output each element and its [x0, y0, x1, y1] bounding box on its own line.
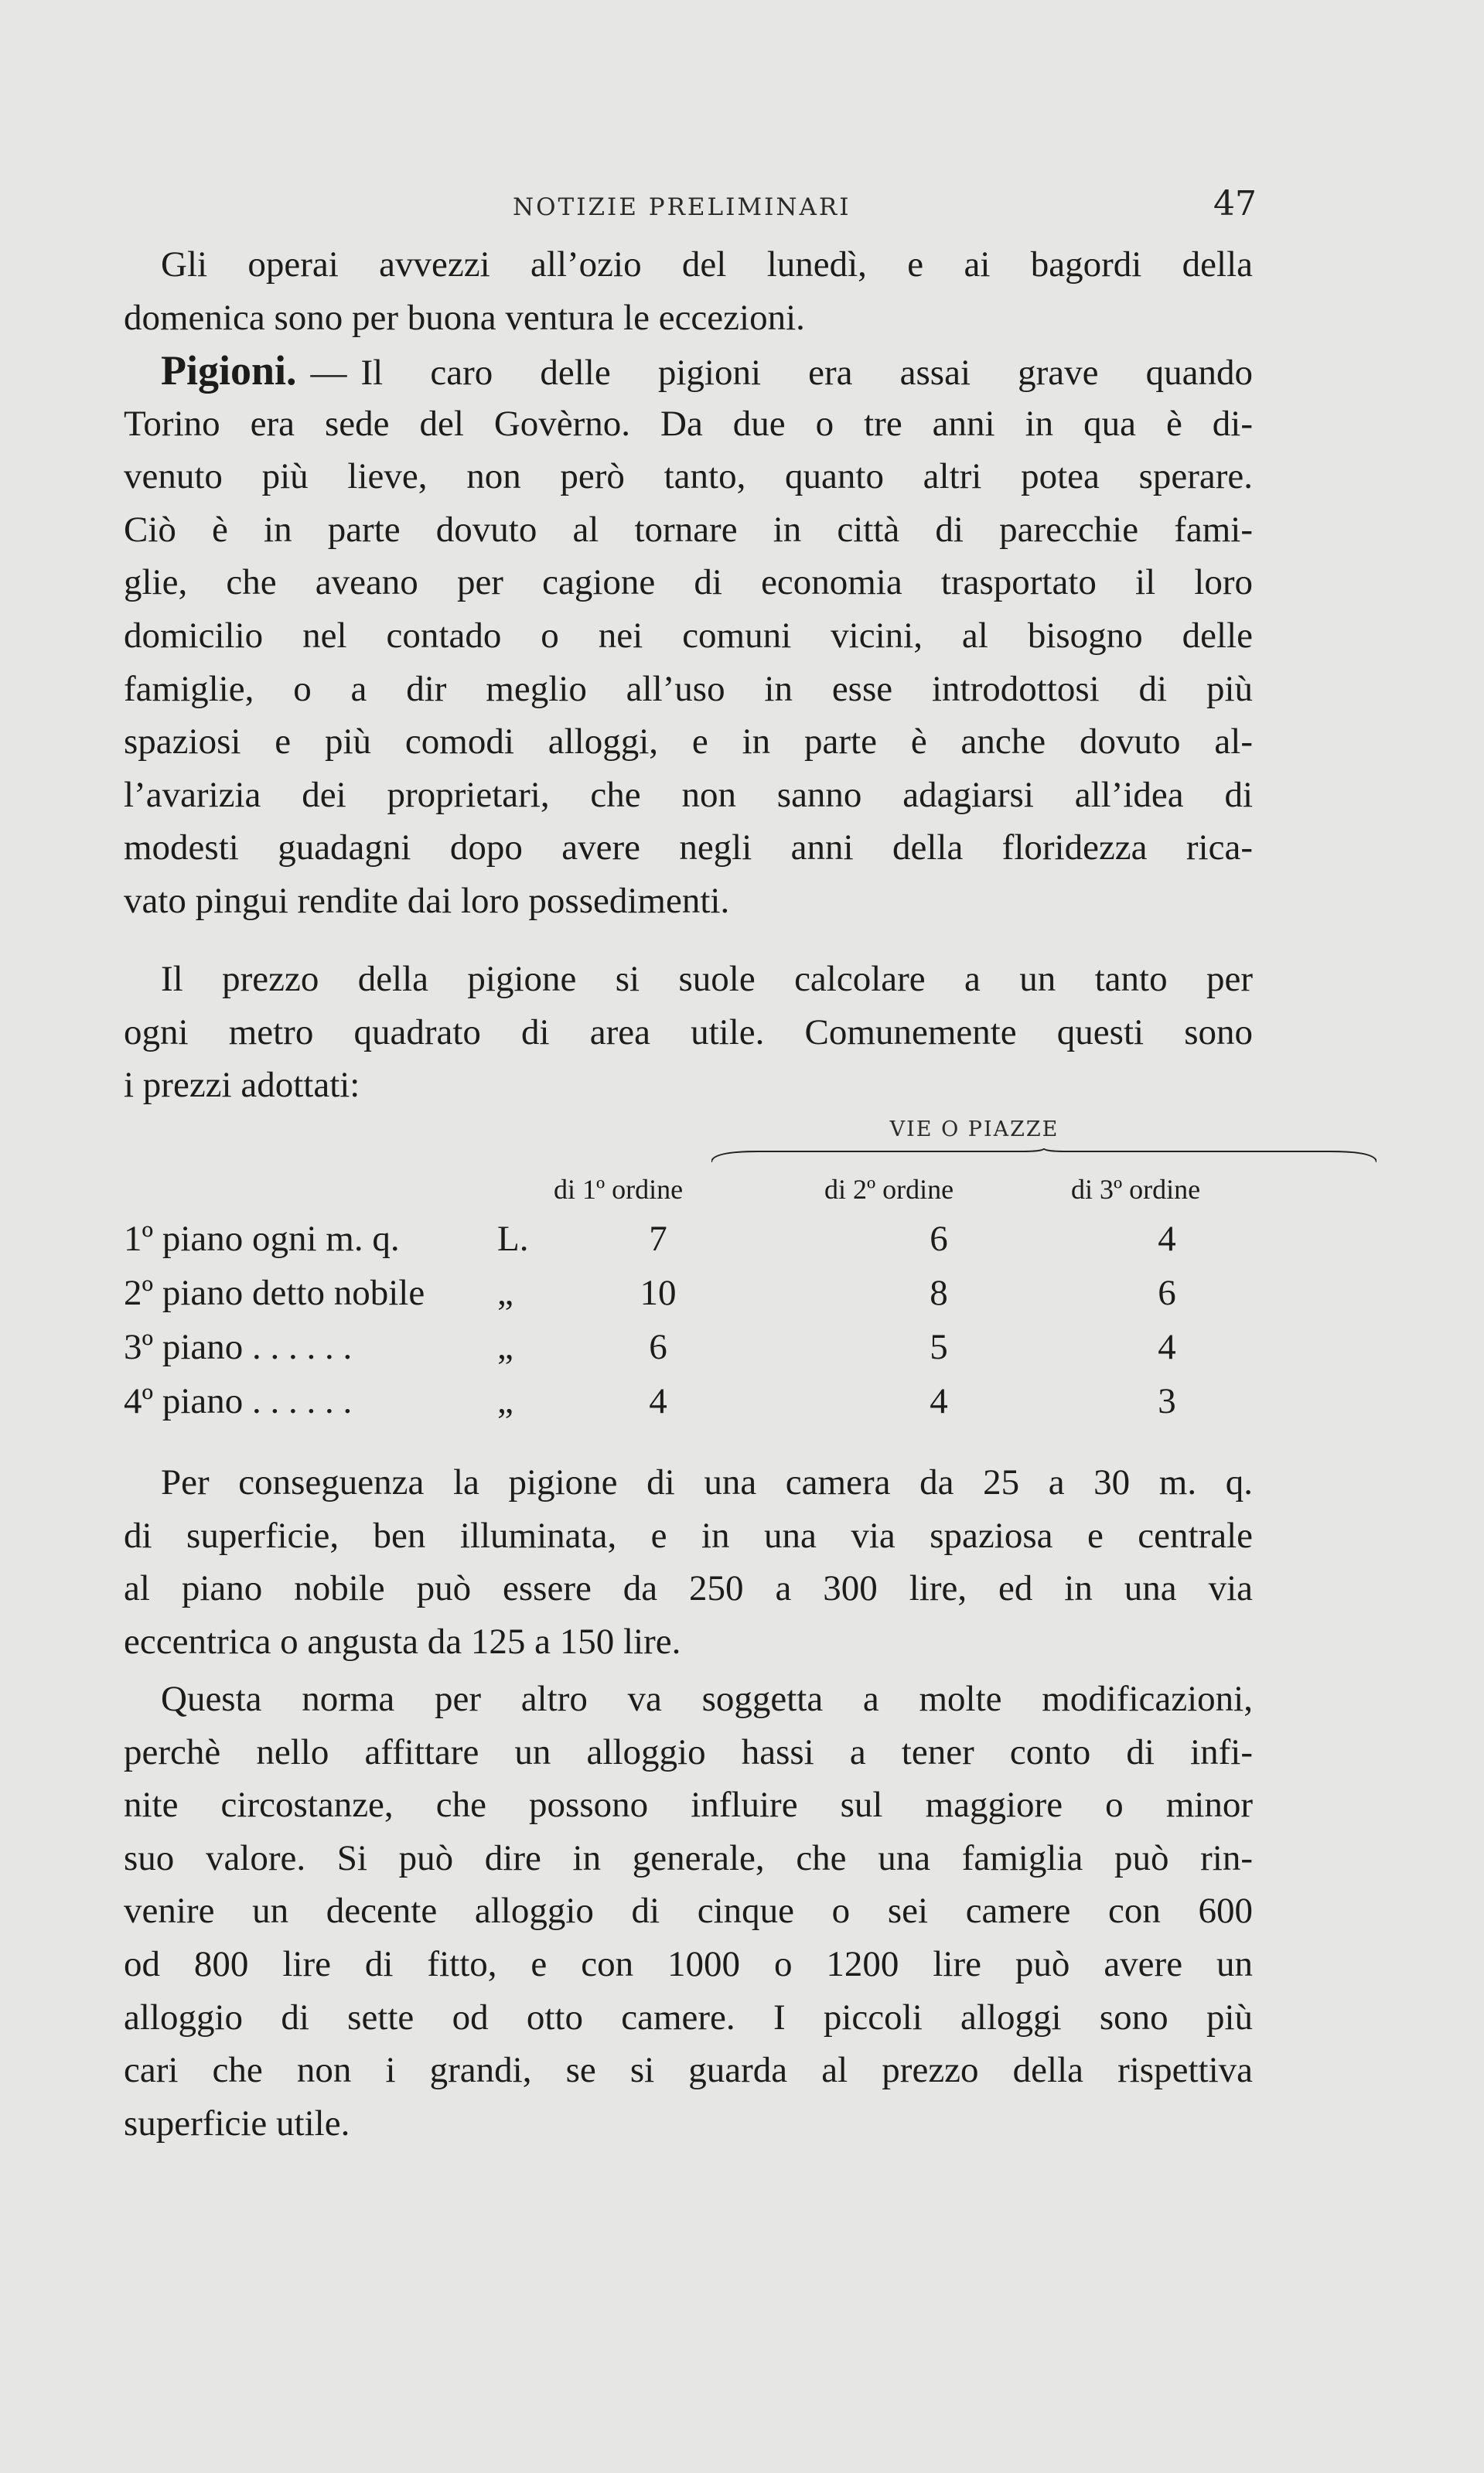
text-line: i prezzi adottati:	[124, 1065, 360, 1106]
text-line: Per conseguenza la pigione di una camera da 25 a 30 m. q.	[161, 1462, 1253, 1503]
table-row	[124, 1218, 1257, 1272]
table-cell: 6	[649, 1327, 667, 1367]
table-row	[124, 1326, 1257, 1380]
text-line: famiglie, o a dir meglio all’uso in esse introdottosi di più	[124, 668, 1253, 709]
table-cell: 4	[930, 1381, 948, 1421]
row-unit: „	[497, 1327, 513, 1367]
table-cell: 7	[649, 1219, 667, 1259]
text-line: vato pingui rendite dai loro possedimenti.	[124, 880, 730, 921]
table-cell: 10	[640, 1273, 677, 1313]
text-line: di superficie, ben illuminata, e in una via spaziosa e centrale	[124, 1515, 1253, 1556]
column-header-2: di 2º ordine	[824, 1174, 954, 1205]
text-line: od 800 lire di fitto, e con 1000 o 1200 lire può avere un	[124, 1943, 1253, 1984]
text-line: glie, che aveano per cagione di economia trasportato il loro	[124, 562, 1253, 603]
table-cell: 5	[930, 1327, 948, 1367]
text-line: suo valore. Si può dire in generale, che una famiglia può rin-	[124, 1837, 1253, 1878]
text-fragment: Il caro delle pigioni era assai grave quando	[360, 353, 1253, 393]
paragraph-pigioni	[124, 344, 1253, 928]
text-line: l’avarizia dei proprietari, che non sanno adagiarsi all’idea di	[124, 774, 1253, 815]
row-label: 3º piano . . . . . .	[124, 1327, 353, 1367]
text-line: modesti guadagni dopo avere negli anni della floridezza rica-	[124, 827, 1253, 868]
text-line: eccentrica o angusta da 125 a 150 lire.	[124, 1621, 681, 1662]
table-cell: 4	[1158, 1219, 1176, 1259]
running-head: NOTIZIE PRELIMINARI	[513, 193, 851, 221]
table-row	[124, 1272, 1257, 1326]
paragraph-conseguenza	[124, 1456, 1253, 1668]
page-header	[124, 184, 1257, 230]
paragraph-prezzo	[124, 953, 1253, 1112]
table-cell: 6	[1158, 1273, 1176, 1313]
table-cell: 6	[930, 1219, 948, 1259]
section-heading: Pigioni.	[161, 347, 297, 394]
table-cell: 4	[649, 1381, 667, 1421]
row-label: 4º piano . . . . . .	[124, 1381, 353, 1421]
table-group-label: VIE O PIAZZE	[889, 1117, 1059, 1141]
text-line: cari che non i grandi, se si guarda al prezzo della rispettiva	[124, 2050, 1253, 2091]
paragraph-workers	[124, 238, 1253, 344]
text-line: Il prezzo della pigione si suole calcolare a un tanto per	[161, 959, 1253, 999]
text-line: venire un decente alloggio di cinque o sei camere con 600	[124, 1891, 1253, 1932]
text-line: Ciò è in parte dovuto al tornare in città di parecchie fami-	[124, 509, 1253, 550]
table-cell: 8	[930, 1273, 948, 1313]
text-line: al piano nobile può essere da 250 a 300 lire, ed in una via	[124, 1568, 1253, 1609]
text-line: nite circostanze, che possono influire sul maggiore o minor	[124, 1785, 1253, 1826]
text-line: alloggio di sette od otto camere. I piccoli alloggi sono più	[124, 1997, 1253, 2038]
text-line: ogni metro quadrato di area utile. Comunemente questi sono	[124, 1011, 1253, 1052]
text-line	[124, 344, 1253, 397]
column-header-3: di 3º ordine	[1071, 1174, 1201, 1205]
text-line: spaziosi e più comodi alloggi, e in parte è anche dovuto al-	[124, 721, 1253, 762]
paragraph-norma	[124, 1673, 1253, 2150]
text-line: Torino era sede del Govèrno. Da due o tre anni in qua è di-	[124, 403, 1253, 444]
heading-dash: —	[310, 353, 347, 393]
page-number: 47	[1213, 184, 1257, 223]
column-header-1: di 1º ordine	[554, 1174, 684, 1205]
table-cell: 4	[1158, 1327, 1176, 1367]
table-row	[124, 1380, 1257, 1434]
rent-table	[124, 1110, 1257, 1442]
text-line: domicilio nel contado o nei comuni vicini, al bisogno delle	[124, 615, 1253, 656]
table-cell: 3	[1158, 1381, 1176, 1421]
row-unit: „	[497, 1381, 513, 1421]
text-line: perchè nello affittare un alloggio hassi a tener conto di infi-	[124, 1731, 1253, 1772]
text-line: Questa norma per altro va soggetta a molte modificazioni,	[161, 1679, 1253, 1719]
text-line: Gli operai avvezzi all’ozio del lunedì, e ai bagordi della	[161, 244, 1253, 285]
row-label: 1º piano ogni m. q.	[124, 1219, 400, 1259]
row-unit: L.	[497, 1219, 529, 1259]
text-line: superficie utile.	[124, 2103, 350, 2144]
row-label: 2º piano detto nobile	[124, 1273, 425, 1313]
row-unit: „	[497, 1273, 513, 1313]
group-brace	[711, 1148, 1377, 1164]
text-line: domenica sono per buona ventura le eccezioni.	[124, 297, 805, 338]
text-line: venuto più lieve, non però tanto, quanto altri potea sperare.	[124, 456, 1253, 497]
